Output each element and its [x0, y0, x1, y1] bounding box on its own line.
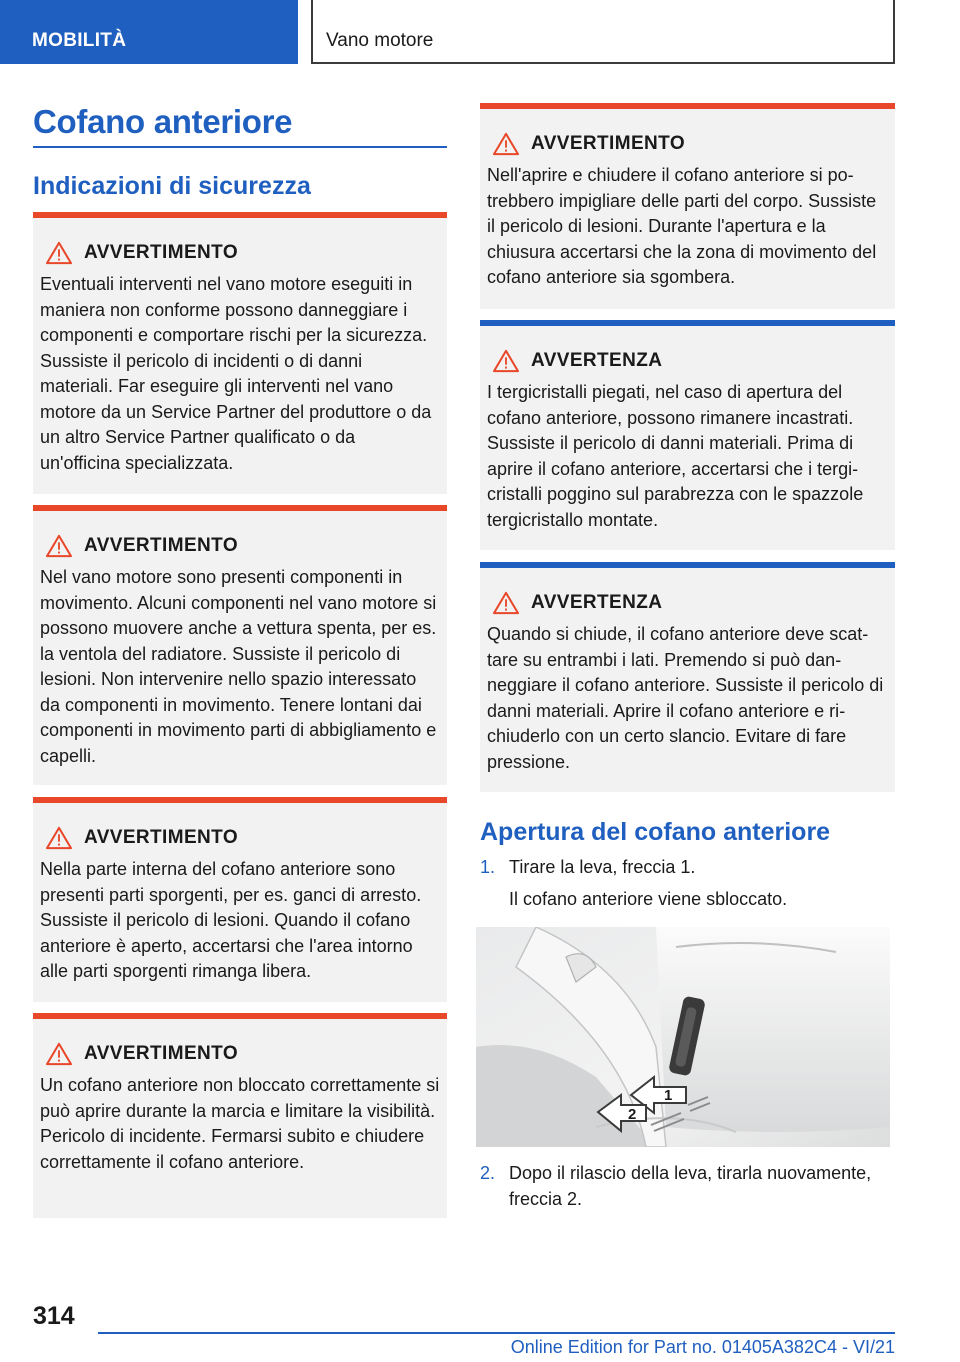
step-number: 2. [480, 1163, 496, 1183]
step-text: Dopo il rilascio della leva, tirarla nuovamente, freccia 2. [509, 1163, 872, 1209]
section-heading: Apertura del cofano anteriore [480, 818, 831, 846]
notice-text: Quando si chiude, il cofano anteriore deve scattare su entrambi i lati. Premendo si può danneggiare il cofano anteriore. Sussiste il pericolo di danni materiali. Aprire il cofano anteriore e richiuderlo con un certo slancio. Evitare di fare pressione. [487, 624, 884, 772]
notice-label: AVVERTENZA [531, 350, 663, 371]
page-number: 314 [33, 1302, 75, 1330]
warning-triangle-icon [491, 132, 521, 156]
step-item [480, 855, 895, 912]
warning-label: AVVERTIMENTO [531, 133, 685, 154]
section-label: MOBILITÀ [32, 30, 127, 51]
title-rule [33, 146, 447, 148]
section-tab [0, 0, 298, 64]
warning-box [33, 1013, 447, 1218]
section-subtitle: Indicazioni di sicurezza [33, 172, 311, 200]
warning-triangle-icon [44, 826, 74, 850]
footer-rule [98, 1332, 895, 1334]
arrow-1-label: 1 [664, 1087, 673, 1104]
arrow-2-label: 2 [628, 1106, 637, 1123]
warning-triangle-icon [44, 1042, 74, 1066]
warning-triangle-icon [44, 241, 74, 265]
warning-box [33, 797, 447, 1002]
warning-label: AVVERTIMENTO [84, 535, 238, 556]
notice-box [480, 320, 895, 550]
step-text: Tirare la leva, freccia 1. [509, 857, 696, 877]
warning-triangle-icon [44, 534, 74, 558]
warning-box [480, 103, 895, 309]
notice-text: I tergicristalli piegati, nel caso di apertura del cofano anteriore, possono rimanere incastrati. Sussiste il pericolo di danni materiali. Prima di aprire il cofano anteriore, accertarsi che i tergicristalli poggino sul parabrezza con le spazzole tergicristallo montate. [487, 382, 864, 530]
chapter-header [311, 0, 895, 64]
warning-text: Nella parte interna del cofano anteriore sono presenti parti sporgenti, per es. ganci di arresto. Sussiste il pericolo di lesioni. Quando il cofano anteriore è aperto, accertarsi che l'area intorno alle parti sporgenti rimanga libera. [40, 859, 422, 981]
warning-text: Un cofano anteriore non bloccato correttamente si può aprire durante la marcia e limitare la visibilità. Pericolo di incidente. Fermarsi subito e chiudere correttamente il cofano anteriore. [40, 1075, 440, 1172]
footer-edition: Online Edition for Part no. 01405A382C4 - VI/21 [510, 1337, 895, 1357]
warning-box [33, 505, 447, 785]
warning-label: AVVERTIMENTO [84, 827, 238, 848]
notice-label: AVVERTENZA [531, 592, 663, 613]
warning-triangle-icon [491, 591, 521, 615]
step-number: 1. [480, 857, 496, 877]
warning-box [33, 212, 447, 494]
hood-release-lever-illustration [476, 927, 890, 1147]
warning-label: AVVERTIMENTO [84, 1043, 238, 1064]
warning-label: AVVERTIMENTO [84, 242, 238, 263]
warning-triangle-icon [491, 349, 521, 373]
step-item [480, 1161, 895, 1212]
warning-text: Nell'aprire e chiudere il cofano anteriore si potrebbero impigliare delle parti del corpo. Sussiste il pericolo di lesioni. Durante l'apertura e la chiusura accertarsi che la zona di movimento del cofano anteriore sia sgombera. [487, 165, 877, 287]
warning-text: Nel vano motore sono presenti componenti in movimento. Alcuni componenti nel vano motore si possono muovere anche a vettura spenta, per es. la ventola del radiatore. Sussiste il pericolo di lesioni. Non intervenire nello spazio interessato da componenti in movimento. Tenere lontani dai componenti in movimento parti di abbigliamento e capelli. [40, 567, 437, 766]
warning-text: Eventuali interventi nel vano motore eseguiti in maniera non conforme possono danneggiare i componenti e comportare rischi per la sicurezza. Sussiste il pericolo di incidenti o di danni materiali. Far eseguire gli interventi nel vano motore da un Service Partner del produttore o da un altro Service Partner qualificato o da un'officina specializzata. [40, 274, 432, 473]
chapter-label: Vano motore [326, 30, 434, 51]
page-title: Cofano anteriore [33, 103, 293, 140]
notice-box [480, 562, 895, 792]
step-note: Il cofano anteriore viene sbloccato. [509, 888, 788, 909]
